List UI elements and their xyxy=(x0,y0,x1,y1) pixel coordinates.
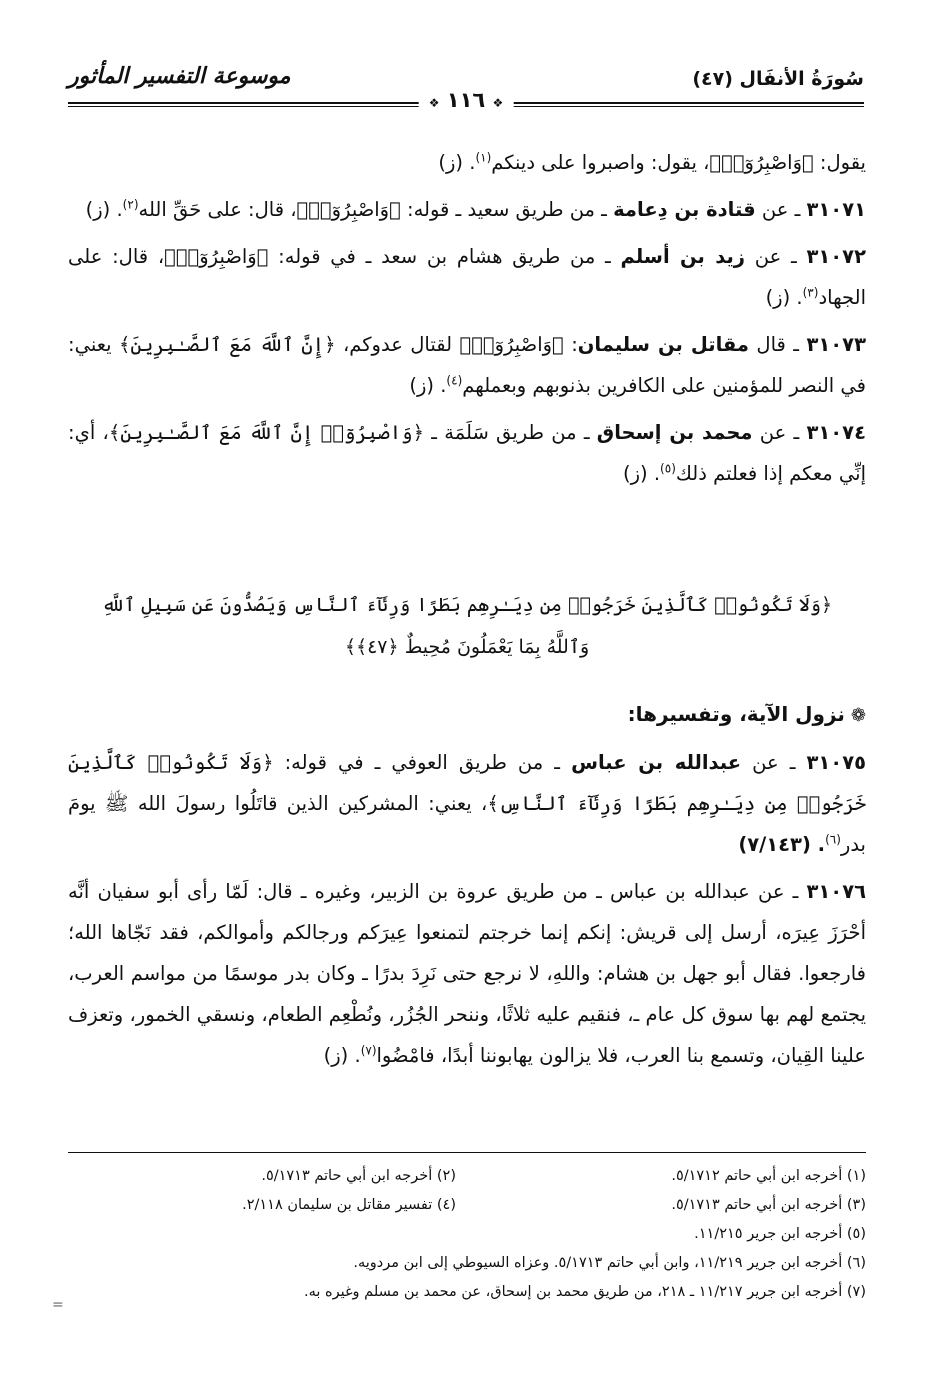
paragraph xyxy=(68,412,866,494)
text: ، يعني: المشركين الذين قاتَلُوا رسولَ الله ﷺ يومَ بدر xyxy=(68,792,866,856)
entry-number: ٣١٠٧٦ xyxy=(806,880,866,903)
footnote-ref[interactable]: (٤) xyxy=(446,373,463,388)
ayah-line-1: ﴿وَلَا تَكُونُوا۟ كَٱلَّذِينَ خَرَجُوا۟ مِن دِيَـٰرِهِم بَطَرًا وَرِئَآءَ ٱلنَّاسِ وَيَصُدُّونَ عَن سَبِيلِ ٱللَّهِ xyxy=(101,594,833,616)
ayah-line-2: وَٱللَّهُ بِمَا يَعْمَلُونَ مُحِيطٌ ﴿٤٧﴾﴾ xyxy=(344,636,590,658)
footnote-6: (٦) أخرجه ابن جرير ١١/٢١٩، وابن أبي حاتم ٥/١٧١٣. وعزاه السيوطي إلى ابن مردويه. xyxy=(353,1255,866,1271)
paragraph xyxy=(68,742,866,865)
footnote-1: (١) أخرجه ابن أبي حاتم ٥/١٧١٢. xyxy=(671,1168,866,1184)
footnote-row xyxy=(68,1162,866,1191)
margin-mark: = xyxy=(52,1297,64,1313)
page-number xyxy=(419,88,514,112)
text: . (ز) xyxy=(438,151,476,174)
flower-icon: ❁ xyxy=(850,705,866,726)
footnotes xyxy=(68,1162,866,1307)
footnote-ref[interactable]: (٧) xyxy=(360,1043,377,1058)
text: : xyxy=(563,333,578,356)
text: ـ من طريق العوفي ـ في قوله: xyxy=(273,751,572,774)
footnote-row xyxy=(68,1191,866,1220)
section-title: نزول الآية، وتفسيرها: xyxy=(627,702,845,726)
quran-quote: ﴿إِنَّ ٱللَّهَ مَعَ ٱلصَّـٰبِرِينَ﴾ xyxy=(118,333,336,356)
text: ، أي: إنِّي معكم إذا فعلتم ذلك xyxy=(68,421,866,485)
narrator-name: زيد بن أسلم xyxy=(620,245,746,268)
quran-quote: ﴿وَاصْبِرُوٓا۟ إِنَّ ٱللَّهَ مَعَ ٱلصَّـٰبِرِينَ﴾ xyxy=(108,421,425,444)
ornament-icon: ❖ xyxy=(492,96,504,110)
text: يعني: في النصر للمؤمنين على الكافرين بذنوبهم وبعملهم xyxy=(68,333,866,397)
surah-title: سُورَةُ الأنفَال (٤٧) xyxy=(692,68,864,90)
entry-number: ٣١٠٧٢ xyxy=(806,245,866,268)
paragraph xyxy=(68,324,866,406)
entry-number: ٣١٠٧٣ xyxy=(806,333,866,356)
narrator-name: محمد بن إسحاق xyxy=(596,421,753,444)
text: ـ قال xyxy=(749,333,807,356)
quran-quote: ﴿وَاصْبِرُوٓا۟﴾ xyxy=(709,151,814,174)
text: ، قال: على الجهاد xyxy=(68,245,866,309)
text: . (ز) xyxy=(623,462,661,485)
text: ، يقول: واصبروا على دينكم xyxy=(491,151,710,174)
text: ـ عن عبدالله بن عباس ـ من طريق عروة بن الزبير، وغيره ـ قال: لَمّا رأى أبو سفيان أنَّه أحْرَزَ عِيرَه، أرسل إلى قريش: إنكم إنما خرجتم لتمنعوا عِيرَكم ورجالكم وأموالكم، فقد نَجّاها الله؛ فارجعوا. فقال أبو جهل بن هشام: واللهِ، لا نرجع حتى نَرِدَ بدرًا ـ وكان بدر موسمًا من مواسم العرب، يجتمع لهم بها سوق كل عام ـ، فنقيم عليه ثلاثًا، وننحر الجُزُر، ونُطْعِم الطعام، ونسقي الخمور، وتعزف علينا القِيان، وتسمع بنا العرب، فلا يزالون يهابوننا أبدًا، فامْضُوا xyxy=(68,880,866,1067)
text: ـ عن xyxy=(752,421,807,444)
quran-ayah xyxy=(68,584,866,668)
footnote-4: (٤) تفسير مقاتل بن سليمان ٢/١١٨. xyxy=(242,1197,456,1213)
narrator-name: عبدالله بن عباس xyxy=(571,751,742,774)
page-number-value: ١١٦ xyxy=(446,88,486,112)
paragraph xyxy=(68,189,866,230)
footnote-ref[interactable]: (٣) xyxy=(802,285,819,300)
footnote-7: (٧) أخرجه ابن جرير ١١/٢١٧ ـ ٢١٨، من طريق محمد بن إسحاق، عن محمد بن مسلم وغيره به. xyxy=(303,1284,866,1300)
footnote-2: (٢) أخرجه ابن أبي حاتم ٥/١٧١٣. xyxy=(261,1168,456,1184)
text: ـ من طريق هشام بن سعد ـ في قوله: xyxy=(268,245,621,268)
footnote-ref[interactable]: (٦) xyxy=(825,832,841,847)
paragraph xyxy=(68,871,866,1076)
quran-quote: ﴿وَاصْبِرُوٓا۟﴾ xyxy=(296,198,401,221)
text: ـ عن xyxy=(741,751,807,774)
ornament-icon: ❖ xyxy=(428,96,440,110)
text: ، قال: على حَقِّ الله xyxy=(138,198,297,221)
quran-quote: ﴿وَلَا تَكُونُوا۟ كَٱلَّذِينَ خَرَجُوا۟ مِن دِيَـٰرِهِم بَطَرًا وَرِئَآءَ ٱلنَّاسِ﴾ xyxy=(68,751,866,815)
cross-reference: . (٧/١٤٣) xyxy=(738,833,826,856)
text: . (ز) xyxy=(765,286,803,309)
text: يقول: xyxy=(813,151,866,174)
text: . (ز) xyxy=(85,198,123,221)
entry-number: ٣١٠٧١ xyxy=(806,198,866,221)
text: لقتال عدوكم، xyxy=(335,333,460,356)
text: ـ عن xyxy=(755,198,807,221)
footnote-3: (٣) أخرجه ابن أبي حاتم ٥/١٧١٣. xyxy=(671,1197,866,1213)
footnote-ref[interactable]: (٥) xyxy=(660,461,676,476)
narrator-name: مقاتل بن سليمان xyxy=(577,333,749,356)
text: ـ عن xyxy=(745,245,807,268)
main-text-upper xyxy=(68,142,866,500)
footnote-divider xyxy=(68,1152,866,1153)
entry-number: ٣١٠٧٤ xyxy=(806,421,866,444)
book-title: موسوعة التفسير المأثور xyxy=(68,64,291,89)
text: . (ز) xyxy=(323,1044,361,1067)
quran-quote: ﴿وَاصْبِرُوٓا۟﴾ xyxy=(459,333,564,356)
entry-number: ٣١٠٧٥ xyxy=(806,751,866,774)
text: . (ز) xyxy=(409,374,447,397)
page-header xyxy=(68,62,864,112)
main-text-lower xyxy=(68,742,866,1082)
paragraph xyxy=(68,236,866,318)
section-heading xyxy=(628,702,866,726)
quran-quote: ﴿وَاصْبِرُوٓا۟﴾ xyxy=(164,245,269,268)
paragraph xyxy=(68,142,866,183)
narrator-name: قتادة بن دِعامة xyxy=(613,198,756,221)
footnote-5: (٥) أخرجه ابن جرير ١١/٢١٥. xyxy=(694,1226,866,1242)
footnote-ref[interactable]: (١) xyxy=(475,150,492,165)
text: ـ من طريق سعيد ـ قوله: xyxy=(400,198,614,221)
text: ـ من طريق سَلَمَة ـ xyxy=(424,421,597,444)
footnote-ref[interactable]: (٢) xyxy=(122,197,139,212)
